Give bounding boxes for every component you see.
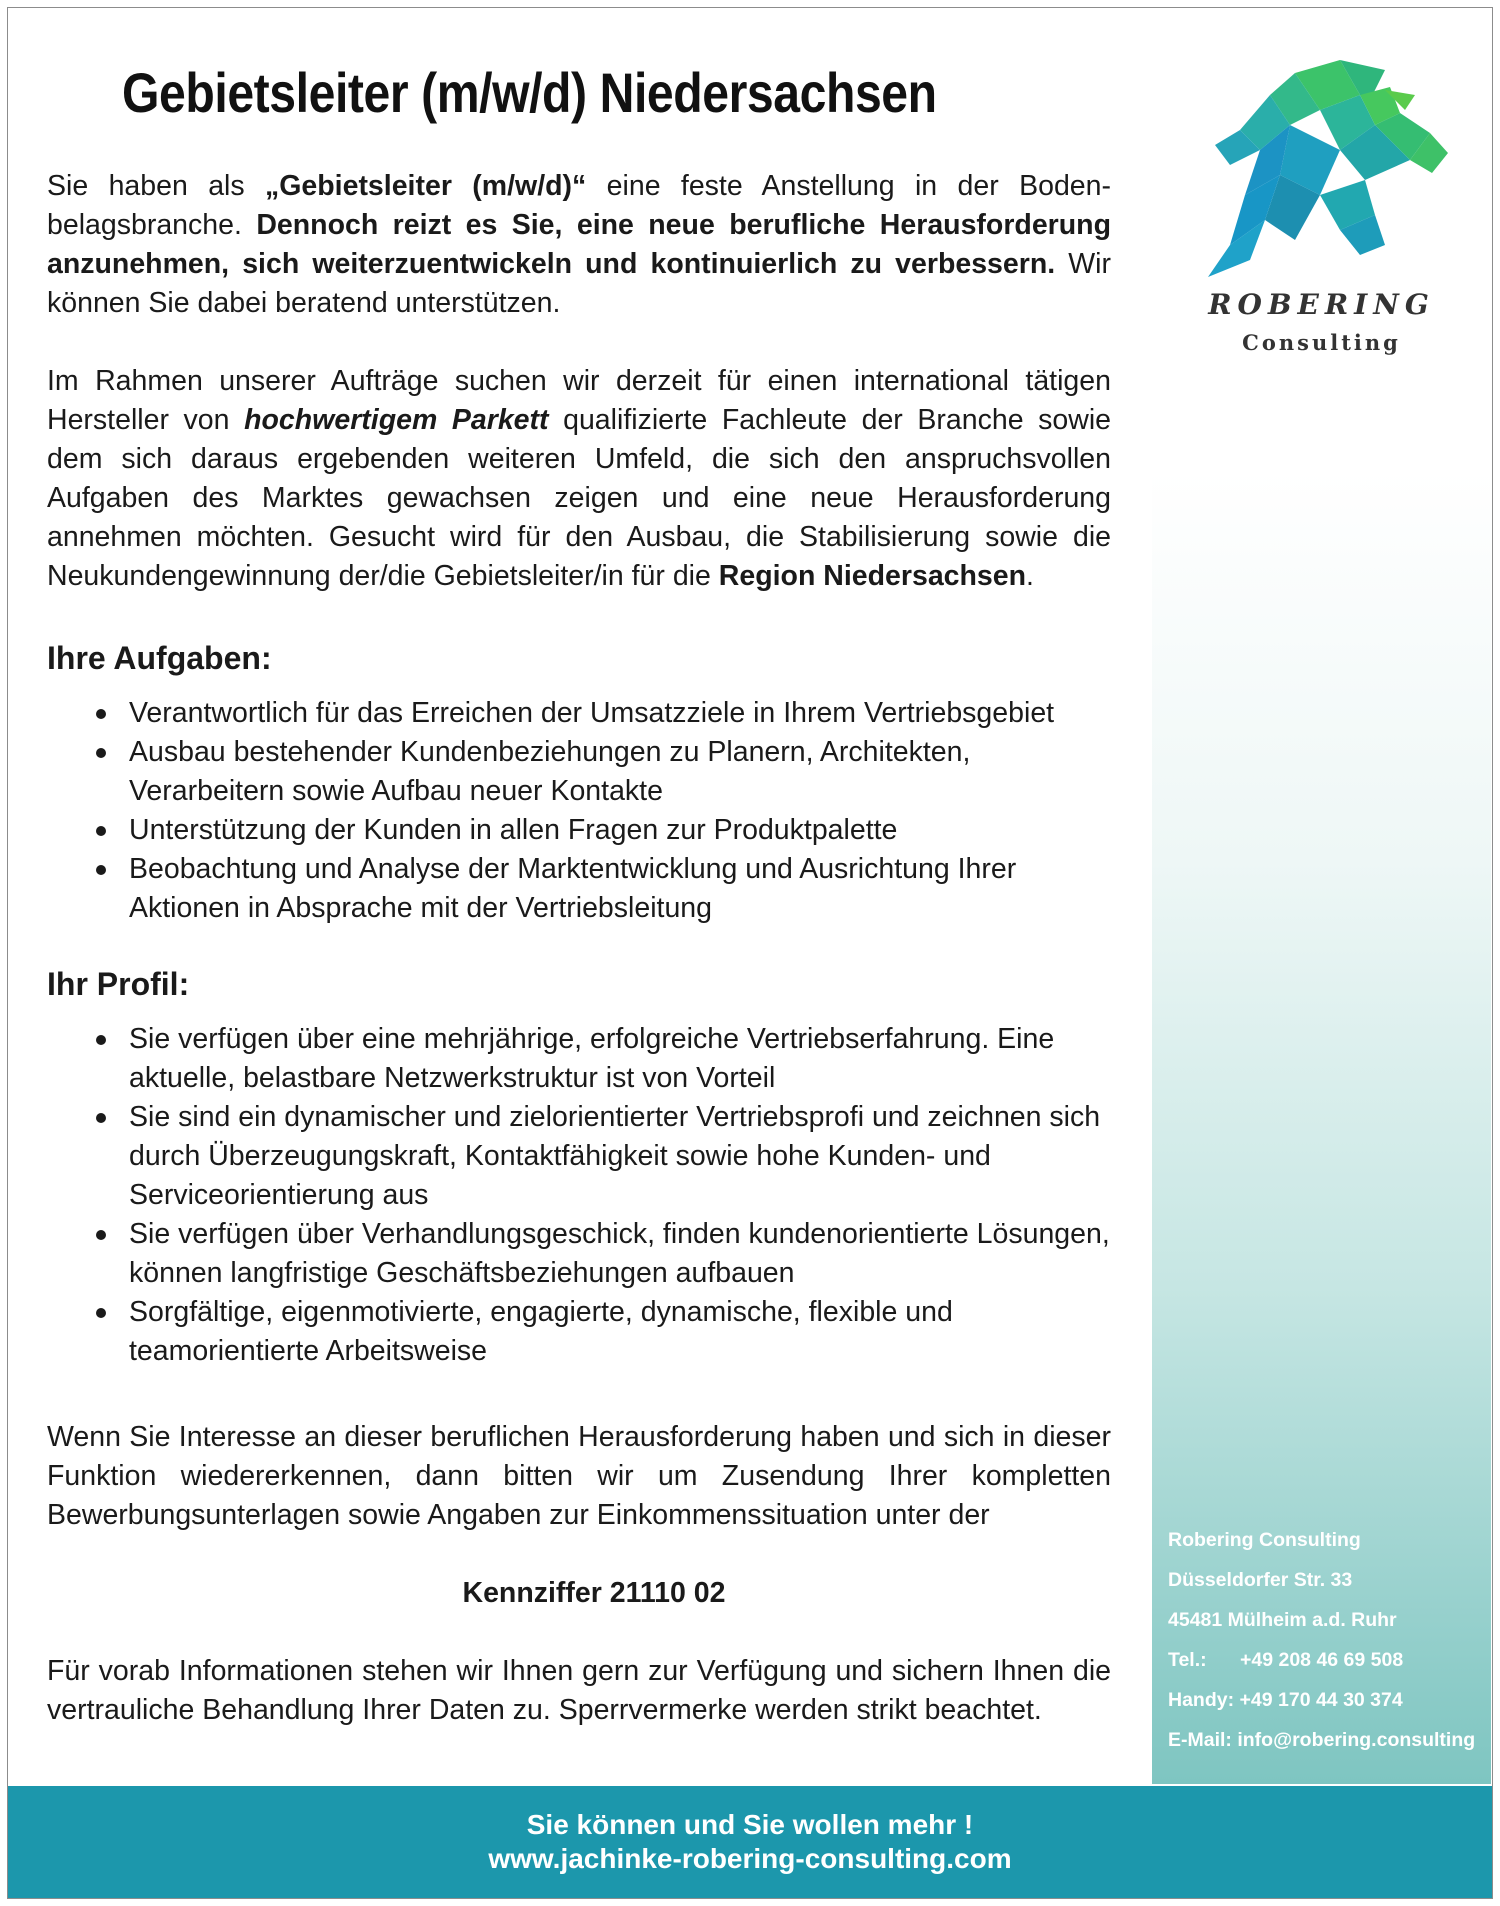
list-item <box>47 811 1111 850</box>
intro-text-3: Wir können Sie dabei beratend unterstützen. <box>47 248 1111 319</box>
bullet-icon <box>96 1308 106 1318</box>
list-item <box>47 694 1111 733</box>
list-item-text: Verantwortlich für das Erreichen der Umsatzziele in Ihrem Vertriebsgebiet <box>129 697 1055 729</box>
list-item <box>47 1215 1111 1293</box>
brand-subtitle: Consulting <box>1242 330 1401 355</box>
lion-icon <box>1200 55 1450 285</box>
search-paragraph <box>47 362 1111 596</box>
main-content <box>47 58 1111 1730</box>
footer-band <box>8 1786 1492 1898</box>
footer-website-link[interactable]: www.jachinke-robering-consulting.com <box>488 1843 1012 1874</box>
bullet-icon <box>96 709 106 719</box>
intro-bold-2: Dennoch reizt es Sie, eine neue berufliche Herausforderung anzunehmen, sich weiterzuentwickeln und kontinuierlich zu verbessern. <box>47 209 1112 280</box>
phone-label: Tel.: <box>1168 1649 1207 1671</box>
para2-text-1: Im Rahmen unserer Aufträge suchen wir derzeit für einen international tätigen Hersteller von <box>47 365 1111 436</box>
intro-text-1: Sie haben als <box>47 170 265 202</box>
contact-mobile-row <box>1168 1680 1475 1720</box>
contact-phone-row <box>1168 1640 1475 1680</box>
list-item-text: Sorgfältige, eigenmotivierte, engagierte, dynamische, flexible und teamorientierte Arbeitsweise <box>129 1296 953 1367</box>
bullet-icon <box>96 1113 106 1123</box>
list-item <box>47 850 1111 928</box>
bullet-icon <box>96 865 106 875</box>
tasks-list <box>47 694 1111 928</box>
email-label: E-Mail: <box>1168 1729 1232 1751</box>
bullet-icon <box>96 748 106 758</box>
para2-text-3: . <box>1026 560 1034 592</box>
list-item <box>47 1020 1111 1098</box>
list-item <box>47 1098 1111 1215</box>
footer-slogan: Sie können und Sie wollen mehr ! <box>526 1809 974 1840</box>
contact-street: Düsseldorfer Str. 33 <box>1168 1569 1353 1591</box>
contact-city: 45481 Mülheim a.d. Ruhr <box>1168 1609 1397 1631</box>
email-link[interactable]: info@robering.consulting <box>1237 1729 1476 1751</box>
bullet-icon <box>96 1035 106 1045</box>
intro-bold-1: „Gebietsleiter (m/w/d)“ <box>265 170 587 202</box>
list-item-text: Ausbau bestehender Kundenbeziehungen zu Planern, Architekten, Verarbeitern sowie Aufbau neuer Kontakte <box>129 736 971 807</box>
phone-number[interactable]: +49 208 46 69 508 <box>1240 1649 1404 1671</box>
list-item-text: Sie verfügen über eine mehrjährige, erfolgreiche Vertriebserfahrung. Eine aktuelle, belastbare Netzwerkstruktur ist von Vorteil <box>129 1023 1055 1094</box>
para2-text-2: qualifizierte Fachleute der Branche sowie dem sich daraus ergebenden weiteren Umfeld, die sich den anspruchsvollen Aufgaben des Marktes gewachsen zeigen und eine neue Herausforderung annehmen möchten. Gesucht wird für den Ausbau, die Stabilisierung sowie die Neukundengewinnung der/die Gebietsleiter/in für die <box>47 404 1111 592</box>
bullet-icon <box>96 826 106 836</box>
tasks-heading: Ihre Aufgaben: <box>47 640 272 676</box>
mobile-label: Handy: <box>1168 1689 1235 1711</box>
intro-paragraph <box>47 167 1111 323</box>
contact-email-row <box>1168 1720 1475 1760</box>
page-title: Gebietsleiter (m/w/d) Niedersachsen <box>122 61 937 124</box>
profile-list <box>47 1020 1111 1371</box>
list-item-text: Sie verfügen über Verhandlungsgeschick, finden kundenorientierte Lösungen, können langfristige Geschäftsbeziehungen aufbauen <box>129 1218 1110 1289</box>
list-item-text: Unterstützung der Kunden in allen Fragen zur Produktpalette <box>129 814 898 846</box>
para2-bold-region: Region Niedersachsen <box>718 560 1027 592</box>
brand-name: ROBERING <box>1208 288 1435 321</box>
final-paragraph: Für vorab Informationen stehen wir Ihnen gern zur Verfügung und sichern Ihnen die vertrauliche Behandlung Ihrer Daten zu. Sperrvermerke werden strikt beachtet. <box>47 1655 1111 1726</box>
list-item-text: Sie sind ein dynamischer und zielorientierter Vertriebsprofi und zeichnen sich durch Überzeugungskraft, Kontaktfähigkeit sowie hohe Kunden- und Serviceorientierung aus <box>129 1101 1101 1211</box>
para2-bold-italic: hochwertigem Parkett <box>244 404 549 436</box>
closing-paragraph: Wenn Sie Interesse an dieser beruflichen Herausforderung haben und sich in dieser Funktion wiedererkennen, dann bitten wir um Zusendung Ihrer kompletten Bewerbungsunterlagen sowie Angaben zur Einkommenssituation unter der <box>47 1421 1111 1531</box>
profile-heading: Ihr Profil: <box>47 966 190 1002</box>
contact-block <box>1168 1520 1475 1760</box>
list-item-text: Beobachtung und Analyse der Marktentwicklung und Ausrichtung Ihrer Aktionen in Absprache mit der Vertriebsleitung <box>129 853 1017 924</box>
list-item <box>47 733 1111 811</box>
intro-text-2: eine feste Anstellung in der Bodenbelagsbranche. <box>47 170 1112 241</box>
bullet-icon <box>96 1230 106 1240</box>
mobile-number[interactable]: +49 170 44 30 374 <box>1239 1689 1403 1711</box>
reference-number: Kennziffer 21110 02 <box>462 1577 726 1609</box>
contact-company: Robering Consulting <box>1168 1529 1361 1551</box>
list-item <box>47 1293 1111 1371</box>
